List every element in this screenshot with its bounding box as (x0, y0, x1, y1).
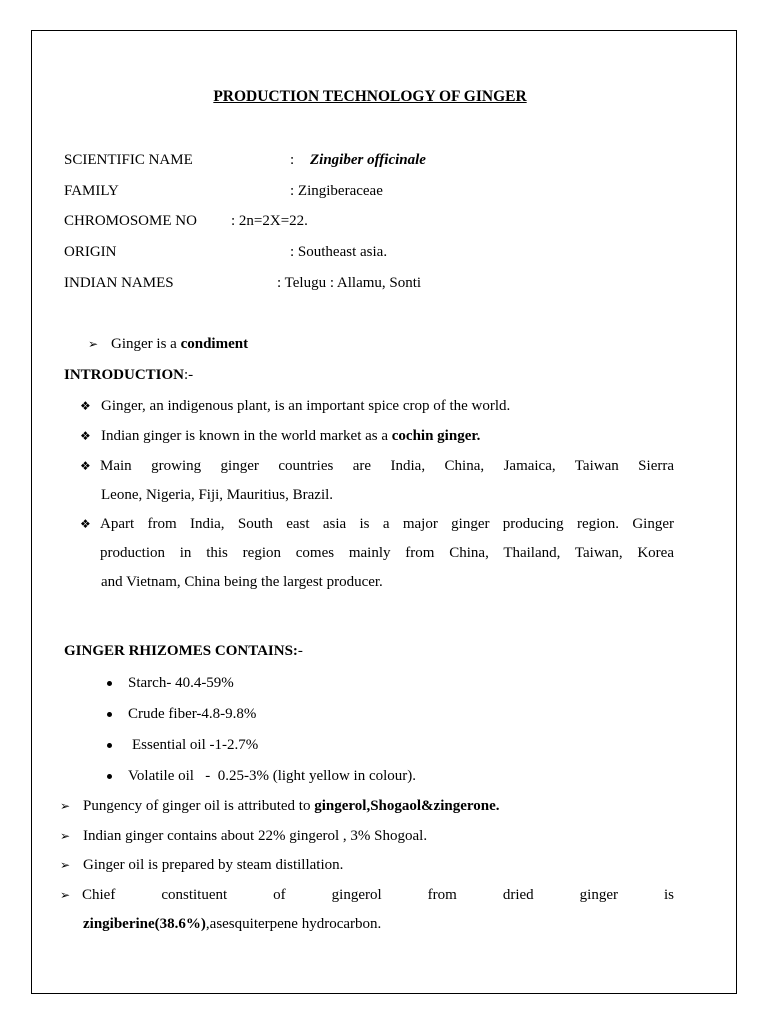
rhizome-item: Starch- 40.4-59% (128, 675, 234, 691)
note-4-line-2 (83, 915, 381, 933)
diamond-bullet-icon: ❖ (80, 399, 91, 413)
bullet-icon (107, 743, 112, 748)
condiment-line (111, 335, 248, 353)
intro-item-1: Ginger, an indigenous plant, is an important spice crop of the world. (101, 398, 511, 414)
intro-item-4-line-3: and Vietnam, China being the largest producer. (101, 574, 383, 590)
intro-item-3-line-1: Main growing ginger countries are India, China, Jamaica, Taiwan Sierra (100, 458, 674, 474)
family-label: FAMILY (64, 183, 119, 199)
scientific-name-label: SCIENTIFIC NAME (64, 152, 193, 168)
rhizome-item: Essential oil -1-2.7% (132, 737, 259, 753)
note-1-bold: gingerol,Shogaol&zingerone. (314, 798, 500, 814)
diamond-bullet-icon: ❖ (80, 459, 91, 473)
scientific-name-value: Zingiber officinale (310, 152, 426, 168)
introduction-heading-suffix: :- (184, 367, 194, 383)
bullet-icon (107, 712, 112, 717)
origin-label: ORIGIN (64, 244, 117, 260)
rhizomes-heading (64, 642, 303, 660)
diamond-bullet-icon: ❖ (80, 517, 91, 531)
page-title: PRODUCTION TECHNOLOGY OF GINGER (213, 88, 527, 105)
note-4-bold: zingiberine(38.6%) (83, 916, 206, 932)
rhizomes-heading-suffix: - (297, 643, 303, 659)
arrow-bullet-icon: ➢ (60, 829, 71, 843)
note-3: Ginger oil is prepared by steam distillation. (83, 857, 344, 873)
introduction-heading-text: INTRODUCTION (64, 367, 185, 383)
arrow-bullet-icon: ➢ (60, 888, 71, 902)
diamond-bullet-icon: ❖ (80, 429, 91, 443)
intro-item-2-text: Indian ginger is known in the world market as a (101, 428, 392, 444)
family-value: : Zingiberaceae (290, 183, 383, 199)
rhizome-item: Volatile oil - 0.25-3% (light yellow in colour). (128, 768, 417, 784)
intro-item-2-bold: cochin ginger. (391, 428, 481, 444)
note-4-rest: ,asesquiterpene hydrocarbon. (205, 916, 382, 932)
condiment-bold: condiment (180, 336, 249, 352)
indian-names-label: INDIAN NAMES (64, 275, 174, 291)
scientific-name-colon: : (290, 152, 295, 168)
chromosome-label: CHROMOSOME NO (64, 213, 197, 229)
arrow-bullet-icon: ➢ (88, 337, 99, 351)
condiment-prefix: Ginger is a (111, 336, 181, 352)
bullet-icon (107, 681, 112, 686)
bullet-icon (107, 774, 112, 779)
rhizome-item: Crude fiber-4.8-9.8% (128, 706, 257, 722)
note-1 (83, 797, 500, 815)
origin-value: : Southeast asia. (290, 244, 388, 260)
note-4-line-1: Chief constituent of gingerol from dried ginger is (82, 887, 674, 903)
chromosome-value: : 2n=2X=22. (231, 213, 308, 229)
intro-item-4-line-1: Apart from India, South east asia is a major ginger producing region. Ginger (100, 516, 674, 532)
intro-item-2 (101, 427, 480, 445)
note-2: Indian ginger contains about 22% gingerol , 3% Shogoal. (83, 828, 428, 844)
arrow-bullet-icon: ➢ (60, 858, 71, 872)
intro-item-4-line-2: production in this region comes mainly from China, Thailand, Taiwan, Korea (100, 545, 674, 561)
arrow-bullet-icon: ➢ (60, 799, 71, 813)
note-1-text: Pungency of ginger oil is attributed to (83, 798, 315, 814)
indian-names-value: : Telugu : Allamu, Sonti (277, 275, 422, 291)
rhizomes-heading-text: GINGER RHIZOMES CONTAINS: (64, 643, 298, 659)
introduction-heading (64, 366, 193, 384)
intro-item-3-line-2: Leone, Nigeria, Fiji, Mauritius, Brazil. (101, 487, 334, 503)
page-border (31, 30, 737, 994)
